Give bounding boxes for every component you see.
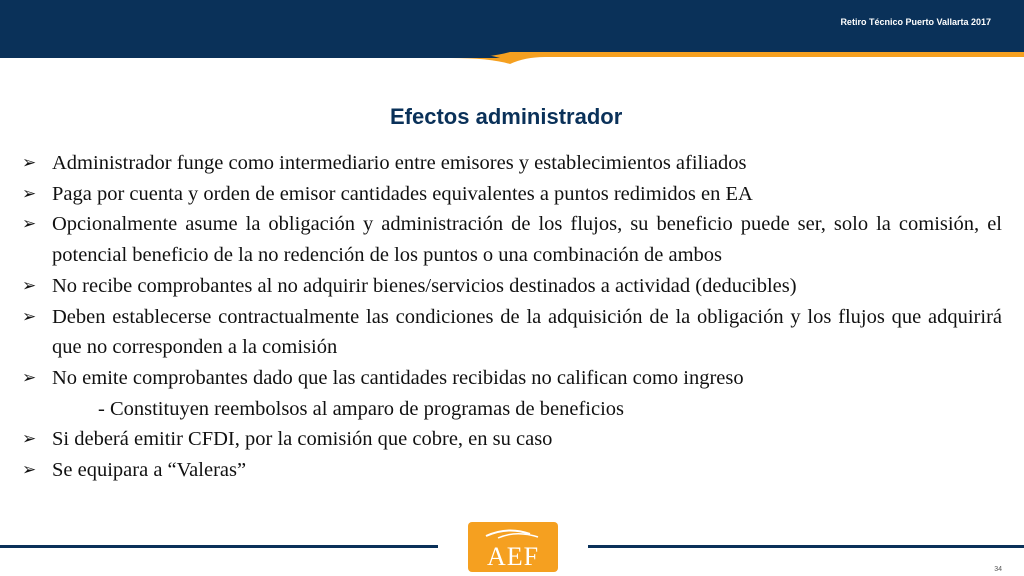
aef-logo [468,522,558,572]
bullet-text: Se equipara a “Valeras” [52,459,247,482]
list-item [22,179,1002,210]
slide-title: Efectos administrador [390,104,623,129]
arrow-bullet-icon: ➢ [22,460,37,480]
arrow-bullet-icon: ➢ [22,153,37,172]
bullet-text: Paga por cuenta y orden de emisor cantidades equivalentes a puntos redimidos en EA [52,182,753,205]
sub-list-item: - Constituyen reembolsos al amparo de programas de beneficios [98,397,625,420]
footer-divider-right [588,545,1024,548]
orange-accent-band [0,52,1024,64]
bullet-list [22,148,1002,486]
header-text: Retiro Técnico Puerto Vallarta 2017 [840,17,991,27]
bullet-text: No recibe comprobantes al no adquirir bienes/servicios destinados a actividad (deducibles) [52,274,797,297]
list-item [22,455,1002,486]
page-number: 34 [994,566,1002,573]
list-item [22,271,1002,302]
arrow-bullet-icon: ➢ [22,214,37,234]
bullet-text: Deben establecerse contractualmente las condiciones de la adquisición de la obligación y los flujos que adquirirá que no corresponden a la comisión [52,305,1002,359]
bullet-text: No emite comprobantes dado que las cantidades recibidas no califican como ingreso [52,366,744,389]
bullet-text: Administrador funge como intermediario entre emisores y establecimientos afiliados [52,152,747,174]
arrow-bullet-icon: ➢ [22,183,37,203]
header-bar [0,0,1024,58]
footer-divider-left [0,545,438,548]
list-item [22,302,1002,363]
logo-text: AEF [486,542,540,571]
list-item [22,363,1002,394]
list-item [22,209,1002,270]
arrow-bullet-icon: ➢ [22,306,37,326]
bullet-text: Opcionalmente asume la obligación y administración de los flujos, su beneficio puede ser, solo la comisión, el potencial beneficio de la no redención de los puntos o una combinación de ambos [52,213,1002,267]
list-item [22,148,1002,179]
bullet-text: Si deberá emitir CFDI, por la comisión que cobre, en su caso [52,428,553,451]
list-item [22,424,1002,455]
arrow-bullet-icon: ➢ [22,429,37,449]
arrow-bullet-icon: ➢ [22,275,37,295]
arrow-bullet-icon: ➢ [22,367,37,387]
